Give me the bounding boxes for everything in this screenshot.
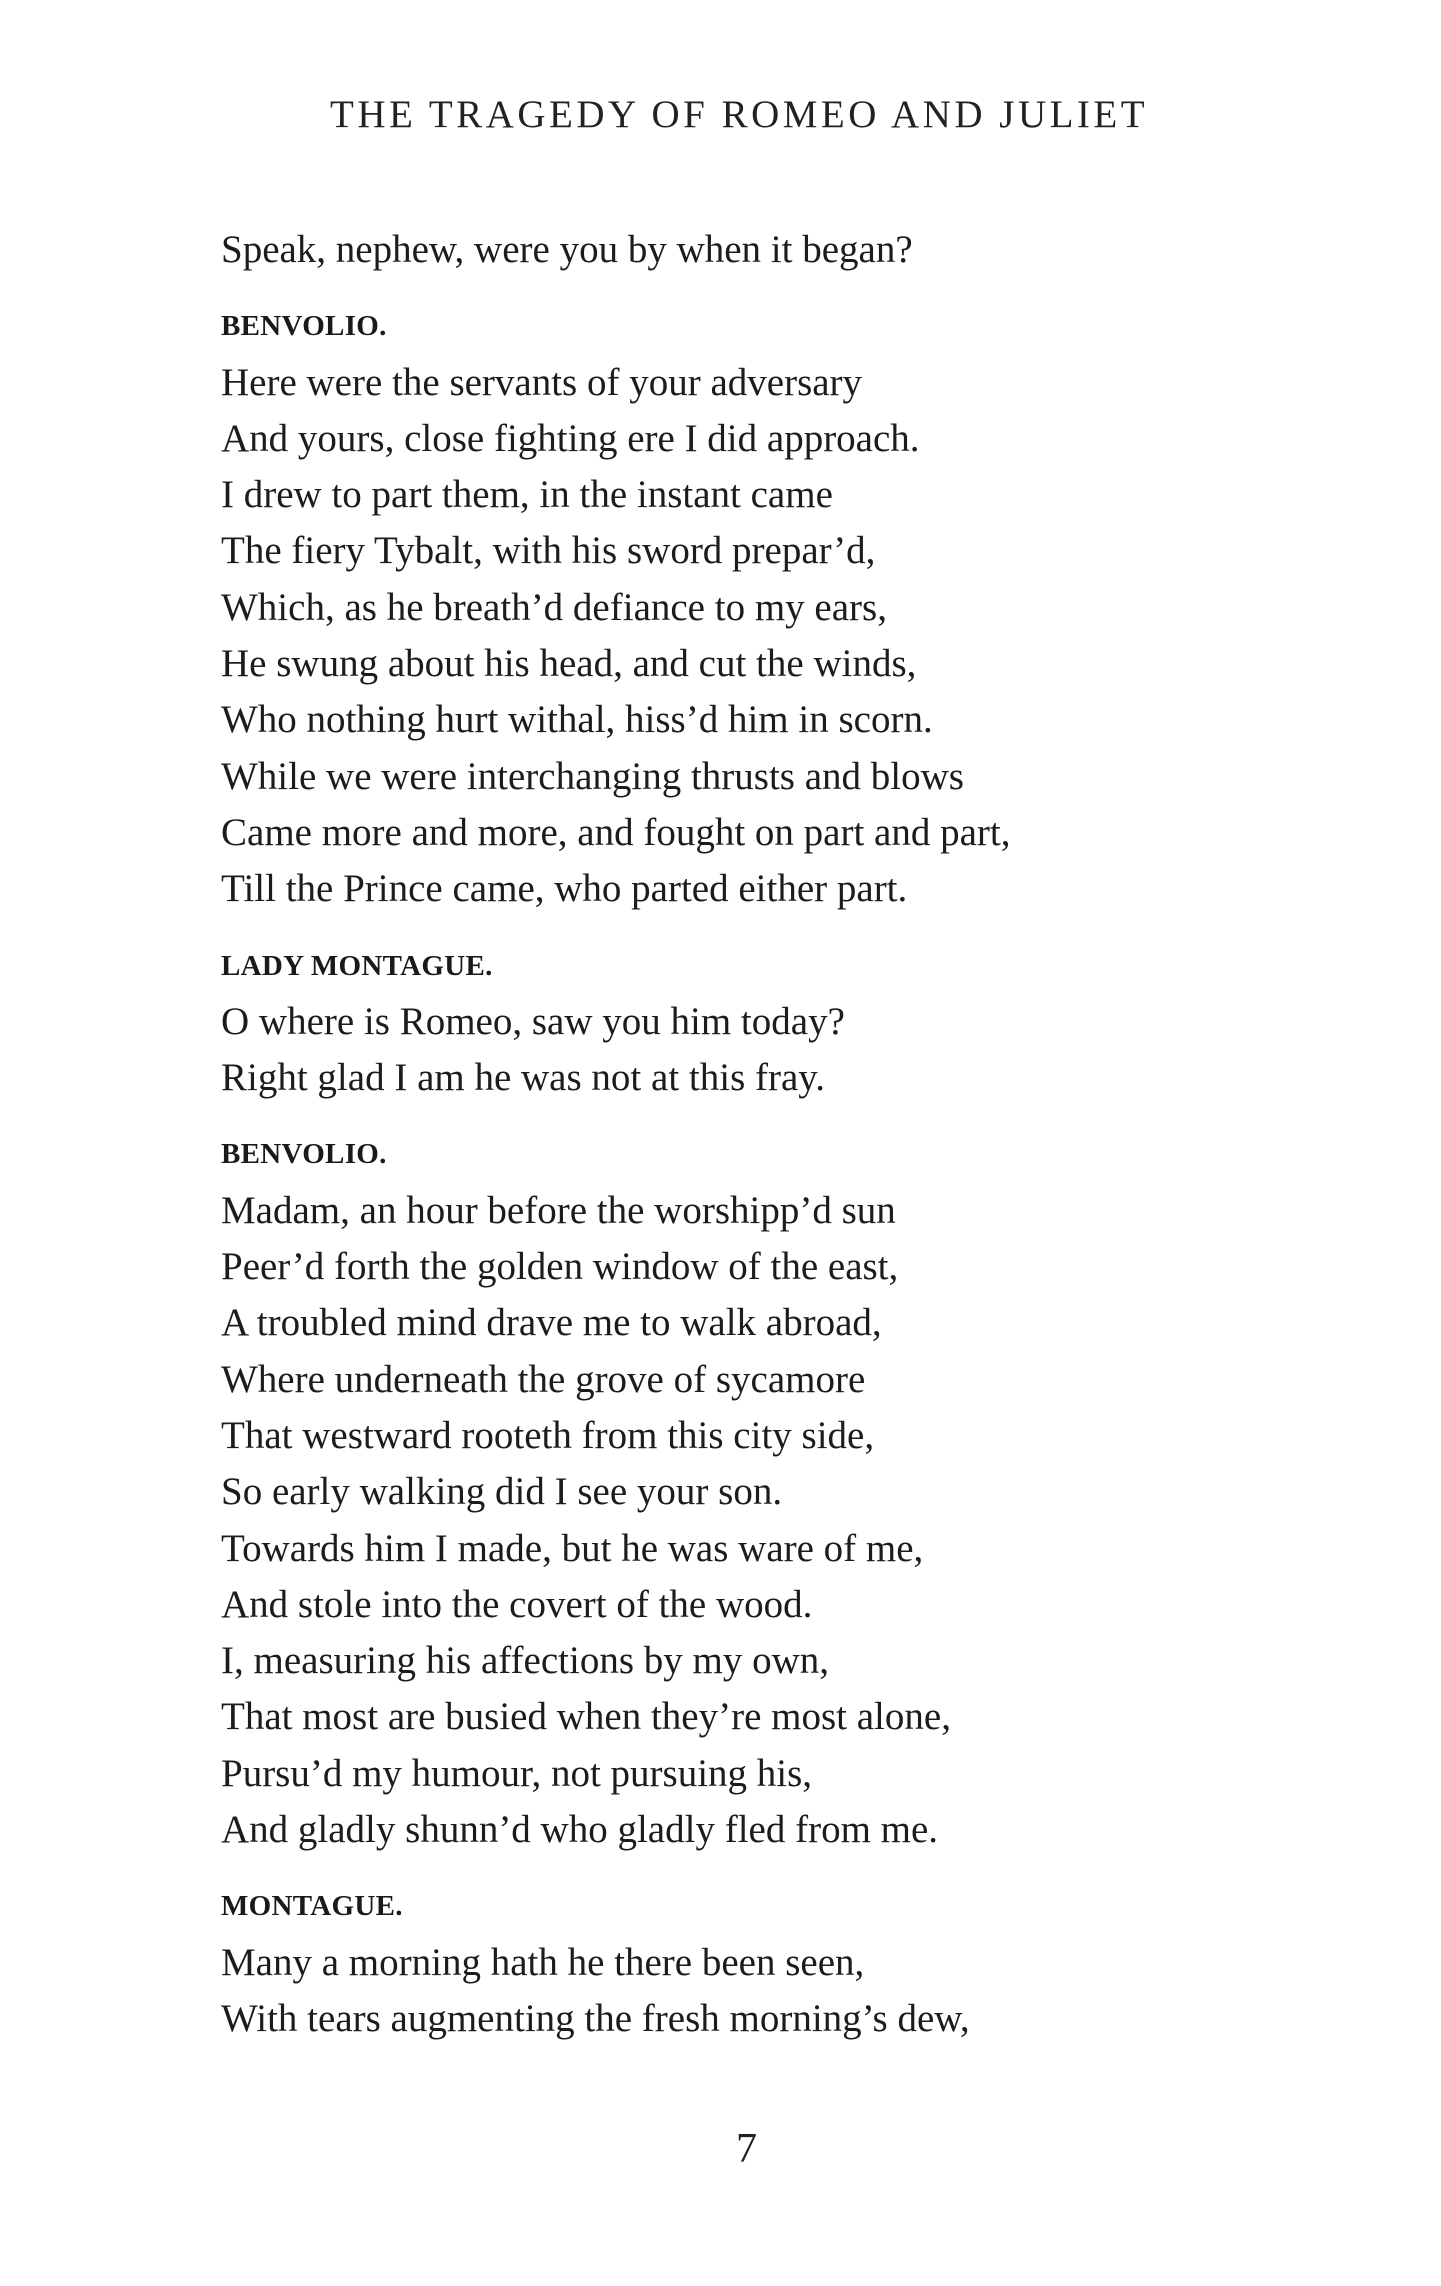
verse-line: That most are busied when they’re most alone,	[221, 1695, 951, 1739]
verse-line: Came more and more, and fought on part and part,	[221, 810, 1011, 854]
speaker-name: LADY MONTAGUE.	[221, 949, 493, 982]
page-number: 7	[736, 2126, 757, 2172]
verse-line: And stole into the covert of the wood.	[221, 1582, 813, 1626]
speech-benvolio-1	[221, 298, 1341, 917]
verse-line: Pursu’d my humour, not pursuing his,	[221, 1751, 813, 1795]
verse-line: I, measuring his affections by my own,	[221, 1639, 830, 1683]
verse-line: Here were the servants of your adversary	[221, 360, 863, 404]
verse-line: A troubled mind drave me to walk abroad,	[221, 1301, 882, 1345]
verse-line: Many a morning hath he there been seen,	[221, 1940, 865, 1984]
verse-line: So early walking did I see your son.	[221, 1470, 783, 1514]
verse-line: And gladly shunn’d who gladly fled from me.	[221, 1808, 939, 1852]
verse-line: Which, as he breath’d defiance to my ears,	[221, 585, 887, 629]
speaker-name: MONTAGUE.	[221, 1890, 403, 1923]
verse-line: O where is Romeo, saw you him today?	[221, 999, 845, 1043]
verse-line: He swung about his head, and cut the winds,	[221, 642, 917, 686]
verse-line: Peer’d forth the golden window of the east,	[221, 1245, 899, 1289]
play-text	[221, 222, 1341, 2047]
verse-line: That westward rooteth from this city side,	[221, 1413, 875, 1457]
verse-line: With tears augmenting the fresh morning’s dew,	[221, 1996, 970, 2040]
verse-line: Right glad I am he was not at this fray.	[221, 1056, 826, 1100]
verse-line: And yours, close fighting ere I did approach.	[221, 416, 920, 460]
verse-line: Till the Prince came, who parted either part.	[221, 867, 908, 911]
verse-line: Towards him I made, but he was ware of me,	[221, 1526, 924, 1570]
verse-line: Where underneath the grove of sycamore	[221, 1357, 866, 1401]
verse-line: I drew to part them, in the instant came	[221, 473, 833, 517]
speech-montague	[221, 1878, 1341, 2047]
speech-lady-montague	[221, 938, 1341, 1107]
verse-line: While we were interchanging thrusts and blows	[221, 754, 964, 798]
verse-line: Who nothing hurt withal, hiss’d him in scorn.	[221, 698, 933, 742]
speech-benvolio-2	[221, 1126, 1341, 1858]
speaker-name: BENVOLIO.	[221, 310, 387, 343]
running-head: THE TRAGEDY OF ROMEO AND JULIET	[330, 93, 1149, 136]
verse-line: The fiery Tybalt, with his sword prepar’d,	[221, 529, 876, 573]
verse-line: Speak, nephew, were you by when it began?	[221, 228, 913, 271]
verse-line: Madam, an hour before the worshipp’d sun	[221, 1188, 896, 1232]
speaker-name: BENVOLIO.	[221, 1138, 387, 1171]
